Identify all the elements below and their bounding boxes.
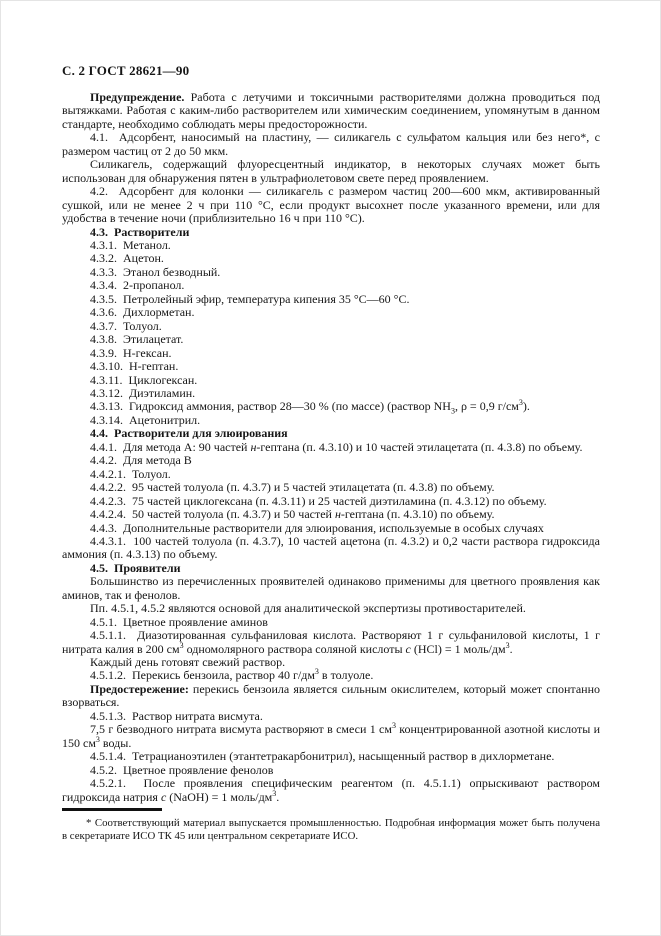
paragraph bbox=[62, 131, 600, 158]
text-run: 4.5. Проявители bbox=[90, 560, 181, 575]
paragraph bbox=[62, 252, 600, 265]
paragraph bbox=[62, 158, 600, 185]
text-run: 3 bbox=[95, 734, 100, 744]
text-run: 3 bbox=[391, 721, 396, 731]
text-run: (NaOH) = 1 моль/дм bbox=[166, 789, 273, 804]
text-run: воды. bbox=[99, 735, 132, 750]
paragraph bbox=[62, 441, 600, 454]
paragraph bbox=[62, 414, 600, 427]
text-run: 4.3.5. Петролейный эфир, температура кипения 35 °С—60 °С. bbox=[90, 291, 410, 306]
text-run: 4.3.7. Толуол. bbox=[90, 318, 162, 333]
text-run: 4.3. Растворители bbox=[90, 224, 190, 239]
text-run: 3 bbox=[518, 398, 523, 408]
text-run: 4.3.9. Н-гексан. bbox=[90, 345, 172, 360]
paragraph bbox=[62, 777, 600, 804]
text-run: 3 bbox=[505, 640, 510, 650]
paragraph bbox=[62, 602, 600, 615]
text-run: в толуоле. bbox=[318, 668, 374, 683]
text-run: 4.5.1. Цветное проявление аминов bbox=[90, 614, 268, 629]
text-run: н bbox=[334, 507, 341, 522]
text-run: 4.1. Адсорбент, наносимый на пластину, — силикагель с сульфатом кальция или без него*, с размером частиц от 2 до 50 мкм. bbox=[62, 130, 600, 158]
paragraph bbox=[62, 508, 600, 521]
text-run: 4.4.3.1. 100 частей толуола (п. 4.3.7), 10 частей ацетона (п. 4.3.2) и 0,2 части раствора гидроксида аммония (п. 4.3.13) по объему. bbox=[62, 533, 600, 562]
text-run: с bbox=[160, 789, 167, 804]
text-run: Силикагель, содержащий флуоресцентный индикатор, в некоторых случаях может быть использован для обнаружения пятен в ультрафиолетовом свете перед проявлением. bbox=[62, 157, 600, 185]
text-run: Пп. 4.5.1, 4.5.2 являются основой для аналитической экспертизы противостарителей. bbox=[90, 601, 526, 616]
text-run: 4.3.3. Этанол безводный. bbox=[90, 264, 221, 279]
text-run: ). bbox=[522, 399, 530, 414]
paragraph bbox=[62, 185, 600, 225]
text-run: , ρ = 0,9 г/см bbox=[454, 399, 519, 414]
text-run: 4.4.2.2. 95 частей толуола (п. 4.3.7) и 5 частей этилацетата (п. 4.3.8) по объему. bbox=[90, 480, 495, 495]
paragraph bbox=[62, 427, 600, 440]
text-run: 4.4.3. Дополнительные растворители для элюирования, используемые в особых случаях bbox=[90, 520, 544, 535]
text-run: 4.3.11. Циклогексан. bbox=[90, 372, 198, 387]
text-run: 4.4.2.1. Толуол. bbox=[90, 466, 171, 481]
text-run: 3 bbox=[179, 640, 184, 650]
text-run: 4.5.1.3. Раствор нитрата висмута. bbox=[90, 708, 263, 723]
text-run: 4.3.13. Гидроксид аммония, раствор 28—30 % (по массе) (раствор NH bbox=[90, 399, 451, 414]
text-run: 3 bbox=[314, 667, 319, 677]
text-run: 4.3.1. Метанол. bbox=[90, 237, 171, 252]
text-run: 4.3.10. Н-гептан. bbox=[90, 359, 179, 374]
text-run: 4.3.8. Этилацетат. bbox=[90, 332, 184, 347]
paragraph bbox=[62, 360, 600, 373]
paragraph bbox=[62, 374, 600, 387]
text-run: 4.5.2. Цветное проявление фенолов bbox=[90, 762, 274, 777]
paragraph bbox=[62, 750, 600, 763]
text-run: . bbox=[276, 789, 280, 804]
paragraph bbox=[62, 293, 600, 306]
text-run: 4.3.14. Ацетонитрил. bbox=[90, 412, 201, 427]
text-run: с bbox=[405, 641, 411, 656]
paragraph bbox=[62, 764, 600, 777]
paragraph bbox=[62, 535, 600, 562]
text-run: 4.4. Растворители для элюирования bbox=[90, 426, 288, 441]
text-run: 4.2. Адсорбент для колонки — силикагель с размером частиц 200—600 мкм, активированный сушкой, или не менее 2 ч при 110 °С, если продукт высохнет после указанного времени, или для удобства в течение ночи (приблизительно 16 ч при 110 °С). bbox=[62, 184, 600, 226]
paragraph bbox=[62, 91, 600, 131]
text-run: -гептана (п. 4.3.10) и 10 частей этилацетата (п. 4.3.8) по объему. bbox=[256, 439, 583, 454]
text-run: Большинство из перечисленных проявителей одинаково применимы для цветного проявления как аминов, так и фенолов. bbox=[62, 574, 600, 602]
paragraph bbox=[62, 454, 600, 467]
paragraph bbox=[62, 522, 600, 535]
paragraph bbox=[62, 495, 600, 508]
text-run: Предостережение: bbox=[90, 681, 189, 696]
text-run: концентрированной азотной кислоты и 150 см bbox=[62, 722, 600, 750]
paragraph bbox=[62, 320, 600, 333]
text-run: 4.4.2.3. 75 частей циклогексана (п. 4.3.11) и 25 частей диэтиламина (п. 4.3.12) по объему. bbox=[90, 493, 547, 508]
text-run: Работа с летучими и токсичными растворителями должна проводиться под вытяжками. Работая с каким-либо растворителем или химическим соединением, упомянутым в данном стандарте, необходимо соблюдать меры предосторожности. bbox=[62, 90, 600, 131]
text-run: перекись бензоила является сильным окислителем, который может спонтанно взорваться. bbox=[62, 681, 600, 710]
paragraph bbox=[62, 817, 600, 843]
paragraph bbox=[62, 279, 600, 292]
paragraph bbox=[62, 723, 600, 750]
paragraph bbox=[62, 481, 600, 494]
text-run: 4.4.2.4. 50 частей толуола (п. 4.3.7) и 50 частей bbox=[90, 507, 335, 522]
footnote-separator bbox=[62, 808, 162, 811]
text-run: 4.3.12. Диэтиламин. bbox=[90, 385, 196, 400]
paragraph bbox=[62, 398, 600, 416]
text-run: 4.5.1.1. Диазотированная сульфаниловая кислота. Растворяют 1 г сульфаниловой кислоты, 1 г нитрата калия в 200 см bbox=[62, 628, 600, 656]
paragraph bbox=[62, 683, 600, 710]
text-run: . bbox=[509, 641, 513, 656]
text-run: 4.5.1.2. Перекись бензоила, раствор 40 г/дм bbox=[90, 668, 315, 683]
text-run: н bbox=[250, 439, 257, 454]
text-run: 4.3.6. Дихлорметан. bbox=[90, 305, 195, 320]
text-run: * Соответствующий материал выпускается промышленностью. Подробная информация может быть получена в секретариате ИСО ТК 45 или центральном секретариате ИСО. bbox=[62, 817, 600, 843]
paragraph bbox=[62, 629, 600, 656]
paragraph bbox=[62, 239, 600, 252]
text-run: 4.4.1. Для метода А: 90 частей bbox=[90, 439, 251, 454]
paragraph bbox=[62, 347, 600, 360]
paragraph bbox=[62, 226, 600, 239]
page-header: С. 2 ГОСТ 28621—90 bbox=[62, 63, 190, 78]
text-run: 4.3.4. 2-пропанол. bbox=[90, 278, 185, 293]
paragraph bbox=[62, 575, 600, 602]
paragraph bbox=[62, 333, 600, 346]
text-run: 4.5.1.4. Тетрацианоэтилен (этантетракарбонитрил), насыщенный раствор в дихлорметане. bbox=[90, 749, 555, 764]
paragraph bbox=[62, 306, 600, 319]
text-run: 4.5.2.1. После проявления специфическим реагентом (п. 4.5.1.1) опрыскивают раствором гидроксида натрия bbox=[62, 776, 600, 804]
text-run: (HCl) = 1 моль/дм bbox=[410, 641, 506, 656]
paragraph bbox=[62, 669, 600, 682]
text-run: Каждый день готовят свежий раствор. bbox=[90, 655, 286, 670]
text-run: 4.4.2. Для метода В bbox=[90, 453, 192, 468]
paragraph bbox=[62, 468, 600, 481]
footnote-text bbox=[62, 817, 600, 843]
paragraph bbox=[62, 266, 600, 279]
text-run: 4.3.2. Ацетон. bbox=[90, 251, 164, 266]
text-run: 3 bbox=[272, 788, 277, 798]
paragraph bbox=[62, 616, 600, 629]
text-run: 3 bbox=[450, 406, 455, 416]
document-body bbox=[62, 91, 600, 804]
text-run: Предупреждение. bbox=[90, 90, 185, 104]
text-run: -гептана (п. 4.3.10) по объему. bbox=[340, 507, 495, 522]
text-run: одномолярного раствора соляной кислоты bbox=[183, 641, 406, 656]
text-run: 7,5 г безводного нитрата висмута растворяют в смеси 1 см bbox=[90, 722, 392, 737]
paragraph bbox=[62, 562, 600, 575]
